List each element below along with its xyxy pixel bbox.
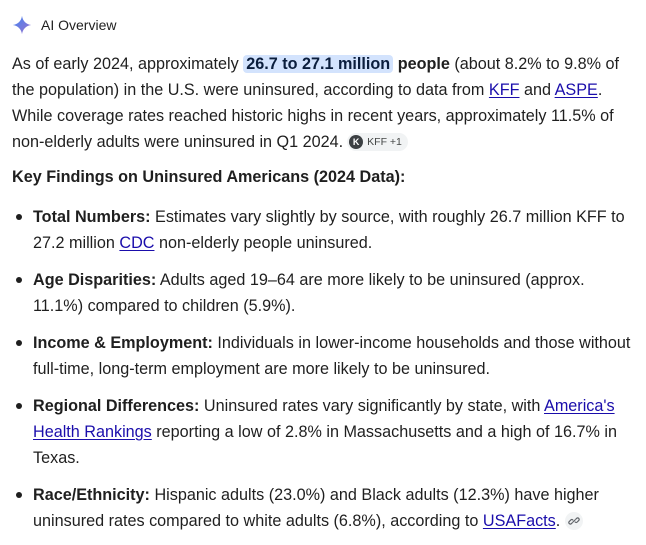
- finding-label: Regional Differences:: [33, 397, 200, 415]
- list-item: [12, 330, 638, 382]
- highlight-figure[interactable]: 26.7 to 27.1 million: [243, 55, 393, 73]
- kff-logo-icon: K: [349, 135, 363, 149]
- intro-text: As of early 2024, approximately: [12, 55, 244, 73]
- finding-text: reporting a low of 2.8% in Massachusetts and a high of 16.7% in Texas.: [33, 423, 617, 467]
- intro-text: (about 8.2% to 9.8% of the population) in the U.S. were uninsured, according to data from: [12, 55, 620, 99]
- finding-label: Age Disparities:: [33, 271, 157, 289]
- header-title: AI Overview: [41, 17, 117, 33]
- ai-overview-header: [12, 13, 116, 37]
- intro-bold-people: people: [393, 55, 450, 73]
- link-icon[interactable]: [565, 512, 583, 530]
- overview-content: [12, 51, 638, 530]
- finding-label: Total Numbers:: [33, 208, 151, 226]
- link-cdc[interactable]: CDC: [119, 234, 155, 252]
- finding-text: .: [555, 512, 561, 530]
- list-item: [12, 482, 638, 534]
- chain-link-icon: [568, 515, 580, 527]
- link-aspe[interactable]: ASPE: [554, 81, 598, 99]
- finding-label: Income & Employment:: [33, 334, 213, 352]
- finding-label: Race/Ethnicity:: [33, 486, 150, 504]
- source-chip-label: KFF +1: [367, 135, 402, 148]
- sparkle-icon: [12, 15, 32, 35]
- finding-text: non-elderly people uninsured.: [154, 234, 373, 252]
- section-title: Key Findings on Uninsured Americans (2024 Data):: [12, 168, 406, 186]
- intro-text: and: [519, 81, 555, 99]
- link-kff[interactable]: KFF: [488, 81, 520, 99]
- list-item: [12, 393, 638, 471]
- finding-text: Individuals in lower-income households and those without full-time, long-term employment are more likely to be uninsured.: [33, 334, 631, 378]
- finding-text: Hispanic adults (23.0%) and Black adults (12.3%) have higher uninsured rates compared to white adults (6.8%), according to: [33, 486, 599, 530]
- source-chip[interactable]: [347, 133, 408, 151]
- link-usafacts[interactable]: USAFacts: [482, 512, 556, 530]
- link-americas-health-rankings[interactable]: America's Health Rankings: [33, 397, 615, 441]
- intro-text: . While coverage rates reached historic highs in recent years, approximately 11.5% of non-elderly adults were uninsured in Q1 2024.: [12, 81, 614, 151]
- finding-text: Uninsured rates vary significantly by state, with: [199, 397, 545, 415]
- list-item: [12, 204, 638, 256]
- finding-text: Estimates vary slightly by source, with roughly 26.7 million KFF to 27.2 million: [33, 208, 625, 252]
- findings-list: [12, 204, 638, 545]
- list-item: [12, 267, 638, 319]
- intro-paragraph: [12, 51, 638, 155]
- finding-text: Adults aged 19–64 are more likely to be uninsured (approx. 11.1%) compared to children (5.9%).: [33, 271, 585, 315]
